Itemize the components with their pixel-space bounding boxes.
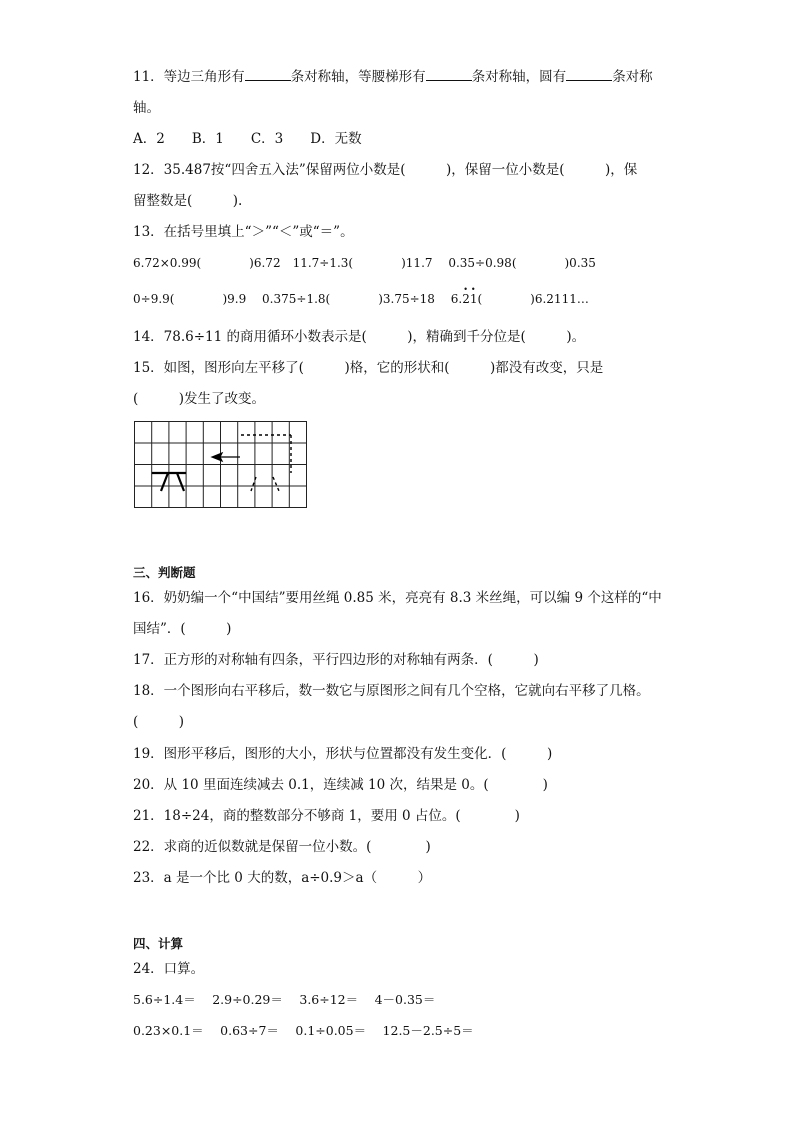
q23-line: 23．a 是一个比 0 大的数，a÷0.9＞a（ ） — [133, 870, 432, 886]
q11-text-4: 条对称 — [612, 69, 653, 85]
answer-blank[interactable] — [566, 66, 612, 81]
q21-line: 21．18÷24，商的整数部分不够商 1，要用 0 占位。( ) — [133, 808, 520, 824]
q19-line: 19．图形平移后，图形的大小，形状与位置都没有发生变化．( ) — [133, 746, 553, 762]
q13-row2 — [133, 289, 589, 309]
q22-line: 22．求商的近似数就是保留一位小数。( ) — [133, 839, 431, 855]
section-heading-judgement: 三、判断题 — [133, 565, 196, 580]
q16-line2: 国结”．( ) — [133, 621, 232, 637]
translation-grid-figure — [134, 421, 309, 510]
answer-blank[interactable] — [245, 66, 291, 81]
q18-line2: ( ) — [133, 714, 185, 730]
q12-line1: 12．35.487按“四舍五入法”保留两位小数是( )，保留一位小数是( )，保 — [133, 162, 638, 178]
section-heading-calculation: 四、计算 — [133, 936, 184, 951]
q11-text-3: 条对称轴，圆有 — [471, 69, 567, 85]
q11-text-1: 11．等边三角形有 — [133, 69, 245, 85]
q24-row1: 5.6÷1.4＝ 2.9÷0.29＝ 3.6÷12＝ 4－0.35＝ — [133, 992, 436, 1007]
q16-line1: 16．奶奶编一个“中国结”要用丝绳 0.85 米，亮亮有 8.3 米丝绳，可以编 9 个这样的“中 — [133, 590, 662, 606]
q13-row1: 6.72×0.99( )6.72 11.7÷1.3( )11.7 0.35÷0.98( )0.35 — [133, 256, 596, 270]
q11-text-2: 条对称轴，等腰梯形有 — [290, 69, 426, 85]
repeating-digit: • 2 — [462, 289, 470, 309]
q20-line: 20．从 10 里面连续减去 0.1，连续减 10 次，结果是 0。( ) — [133, 777, 548, 793]
q11-line1 — [133, 66, 653, 87]
q15-line2: ( )发生了改变。 — [133, 391, 266, 407]
answer-blank[interactable] — [426, 66, 472, 81]
grid-lines — [134, 421, 307, 508]
q13-row2-text: 0÷9.9( )9.9 0.375÷1.8( )3.75÷18 6. — [133, 292, 463, 306]
q24-row2: 0.23×0.1＝ 0.63÷7＝ 0.1÷0.05＝ 12.5－2.5÷5＝ — [133, 1023, 474, 1038]
q17-line: 17．正方形的对称轴有四条，平行四边形的对称轴有两条．( ) — [133, 652, 539, 668]
q11-options: A．2 B．1 C．3 D．无数 — [133, 131, 362, 147]
q13-row2-text-end: ( )6.2111… — [477, 292, 589, 306]
q13-title: 13．在括号里填上“＞”“＜”或“＝”。 — [133, 224, 354, 240]
left-arrow — [212, 453, 240, 461]
q12-line2: 留整数是( ). — [133, 193, 243, 209]
q24-title: 24．口算。 — [133, 961, 205, 977]
q18-line1: 18．一个图形向右平移后，数一数它与原图形之间有几个空格，它就向右平移了几格。 — [133, 683, 650, 699]
q11-line2: 轴。 — [133, 100, 160, 116]
q15-line1: 15．如图，图形向左平移了( )格，它的形状和( )都没有改变，只是 — [133, 360, 604, 376]
repeating-digit: • 1 — [470, 289, 478, 309]
q14-line: 14．78.6÷11 的商用循环小数表示是( )，精确到千分位是( )。 — [133, 329, 586, 345]
